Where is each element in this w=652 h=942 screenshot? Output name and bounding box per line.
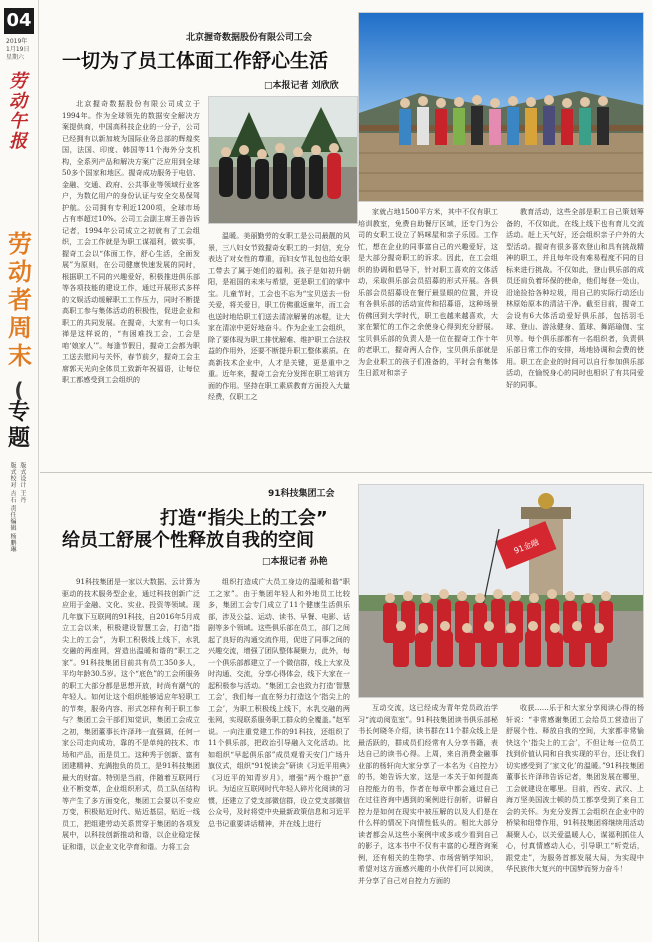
publication-date bbox=[6, 38, 38, 62]
section-name: 劳动者周末 bbox=[8, 230, 32, 370]
credit-designer: 版式设计 王丹 bbox=[18, 462, 26, 504]
article1-byline: □本报记者 刘欣欣 bbox=[264, 81, 339, 91]
article2-column-3: 互动交流，这已经成为青年党员政治学习“流动阅览室”。91科技集团读书俱乐部秘书长何晓冬介绍，读书群在11个群众线上是最活跃的，群成员们经常有人分享书籍，表达自己的读书心得。上周，来自消费金融事业部的杨轩向大家分享了一本名为《自控力》的书，她告诉大家，这是一本关于如何提高自控能力的书，作者在每章中都会通过自己在过往咨询中遇到的案例进行剖析，讲解自控力是如何在现实中被压解的以及人们是在什么样的情况下向情性低头的。相比大部分读者都会从这些小案例中或多或少看到自己的影子，这本书中不仅有丰富的心理咨询案例，还有相关的生物学、市场营销学知识，希望对这方面感兴趣的小伙伴们可以阅读，并分享了自己对自控力方面的 bbox=[358, 703, 498, 885]
article2-byline: □本报记者 孙艳 bbox=[262, 557, 328, 567]
red-flag-group-photo bbox=[358, 484, 644, 698]
article2-column-4: 收获……乐于和大家分享阅读心得的杨轩说：“非常感谢集团工会给员工营造出了舒展个性、释放自我的空间，大家都非常愉快这个‘指尖上的工会’，不但让每一位员工找到价值认同和自我实现的平台，还让我们切实感受到了‘家文化’的温暖。”91科技集团董事长许泽玮告诉记者，集团发展在哪里，工会就建设在哪里。目前，西安、武汉、上海万坚美国波士顿的员工都享受到了来自工会的关怀。为充分发挥工会组织在企业中的桥梁和纽带作用，91科技集团将继续用活动凝聚人心，以关爱温暖人心，谋福利抓住人心，付真情感动人心，引导职工“听党话，跟党走”，为服务首都发展大局，为实现中华民族伟大复兴的中国梦而努力奋斗！ bbox=[506, 703, 644, 873]
article-divider bbox=[40, 472, 652, 473]
section-topic: 专题 bbox=[7, 400, 30, 451]
article2-column-2: 组织打造成广大员工身边的温暖和谐“职工之家”。由于集团年轻人和外地员工比较多，集团工会专门成立了11个健康生活俱乐部，涉及公益、运动、读书、早餐、电影、话剧等多个领域。这些俱乐部在员工，部门之间起了良好的沟通交流作用，促进了同事之间的兴趣交流，增强了团队整体凝聚力，此外，每一个俱乐部都建立了一个微信群，线上大家及时沟通、交流，分享心得体会，线下大家在一起积极参与活动。“集团工会也致力打造‘智慧工会’，我们每一直在努力打造这个‘指尖上的工会’，为职工积极线上线下，水乳交融的两张网，实现联系服务职工群众的全覆盖。”赵军说。一向注重党建工作的91科技，还组织了11个俱乐部，把政治引导融入文化活动。比如组织“早起俱乐部”成员观看天安门广场升旗仪式，组织“91悦读会”研读《习近平用典》《习近平的知青岁月》，增强“两个维护”意识。为适应互联网时代年轻人碎片化阅读的习惯，还建立了党支部微信群，设立党支部微信公众号，及时将党中央最新政策信息和习近平总书记重要讲话精神，并在线上进行 bbox=[208, 577, 350, 828]
article1-column-3: 家就占地1500平方米，其中不仅有职工培训教室，免费自助餐厅区域，还专门为公司的女职工设立了妈咪屋和亲子乐园。工作忙，想在企业的同事富自己的兴趣爱好，这是大部分握奇职工的诉求。因此，在工会组织的协调和倡导下，针对职工喜欢的文体活动，采取俱乐部会员招募的形式开展。各俱乐部会员招募设在餐厅最显眼的位置，并设有各俱乐部的活动宣传和招募语，这种场景仿佛回到大学时代，职工也越来越喜欢，大家在繁忙的工作之余使身心得到充分舒展。宝贝俱乐部的负责人是一位在握奇工作十年的老职工，握奇两人合作，宝贝俱乐部就是为企业职工的孩子们准备的，平时会有集体生日派对和亲子 bbox=[358, 207, 498, 377]
article1-organization: 北京握奇数据股份有限公司工会 bbox=[186, 33, 313, 43]
article1-column-2: 温暖。美丽勤劳的女职工是公司最靓的风景，三八妇女节致握奇女职工的一封信，充分表达了对女性的尊重，而妇女节礼包也给女职工带去了属于她们的福利。孩子是如初升朝阳，是祖国的未来与希望，更是职工们的掌中宝。儿童节时，工会也不忘为“宝贝送去一份关爱，将关爱日，职工仿佛重返童年，而工会也送时地给职工们送去清凉解暑的冰棍，让大家在清凉中更好地奋斗。作为企业工会组织，除了要体现为职工排忧解难、维护职工合法权益的作用外，还要不断提升职工整体素质。在高新技术企业中，人才是关键，更是重中之重。近年来，握奇工会充分发挥在职工培训方面的作用。坚持在职工素质教育方面投入大量经费，仅职工之 bbox=[208, 231, 350, 401]
article2-column-1: 91科技集团是一家以大数据、云计算为驱动的技术服务型企业，通过科技创新广泛应用于金融、文化、实业、投资等领域。现几年旗下互联网的91科技，自2016年5月成立工会以来，积极建设智慧工会，打造“指尖上的工会”，为职工积极线上线下，水乳交融的两座网，营造出温暖和谐的“职工之家”。91科技集团目前共有员工350多人，平均年龄30.5岁。这个“底色”的工会所服务的职工大部分都是思想开放，时尚有潮气的年轻人。如何让这个组织能够适应年轻职工的节奏，服务内容、形式怎样有利于职工参与？集团工会干部们知觉识，集团工会成立之初，集团董事长许泽玮一直强调，任何一家公司走向成功，靠的不是单纯的技术、市场和产品，而是员工。这种秀于创新、富有团建精神、充满抱负的员工，是91科技集团最大的财富。特别是当前，伴随着互联网行业不断变革，企业组织形式，员工队伍结构等产生了多方面变化，集团工会要以不变应万变，积极贴近时代、贴近基层，贴近一线员工，把组建劳动关系贯穿于集团的各项发展中，以科技创新推动和谐，以企业稳定保证和谐，以企业文化孕育和谐。力将工会 bbox=[62, 577, 200, 851]
hiking-team-photo bbox=[358, 12, 644, 202]
article2-headline-line1: 打造“指尖上的工会” bbox=[160, 508, 328, 529]
page-sidebar bbox=[0, 0, 39, 942]
article1-column-1: 北京握奇数据股份有限公司成立于1994年。作为全球领先的数据安全解决方案提供商，中国高科技企业的一分子，公司已经拥有以新加坡为国际业务总部的辉煌奖国，法国、印度、韩国等11个海外分支机构，全系列产品和解决方案广泛应用到全球50多个国家和地区。握奇成功服务于电信、金融、交通、政府、公共事业等领域行业客户，为数亿用户的身份认证与安全交易保驾护航。公司拥有专利近1200项，全球市场占有率超过10%。公司工会副主席王善告诉记者，1994年公司成立之初就有了工会组织，工会工作就是为职工谋福利，做实事，握奇工会以“体面工作，舒心生活，全面发展”为原则，在公司健康快速发展的同时，根据职工不同的兴趣爱好，积极推进俱乐部等各项技能的建设工作，通过开展形式多样的文娱活动缓解职工工作压力，同时不断提高职工参与集体活动的积极性，促进企业和职工的共同发展。在握奇，大家有一句口头禅是这样说的，“有困难找工会，工会是咱‘娘家人’”。每逢节假日，握奇工会都为职工送去慰问与关怀，春节前夕，握奇工会主席郭天光向全体员工致新年祝福语，让每位职工都感受到工会组织的 bbox=[62, 99, 200, 384]
date-day: 1月19日 bbox=[6, 46, 30, 53]
article2-headline-line2: 给员工舒展个性释放自我的空间 bbox=[62, 530, 314, 551]
date-year: 2019年 bbox=[6, 38, 28, 45]
credit-editor: 责任编辑 杨鹏琳 bbox=[9, 505, 16, 554]
article2-organization: 91科技集团工会 bbox=[268, 489, 335, 499]
newspaper-logo: 劳动午报 bbox=[9, 71, 27, 152]
flag-text: 91金融 bbox=[512, 537, 541, 556]
article1-column-4: 教育活动，这些全部是职工自己策划筹备的，不仅如此，在线上线下也有育儿交流活动。赶上天气好，还会组织亲子户外的大型活动。握奇有很多喜欢登山和具有挑战精神的职工，并且每年设有难易程度不同的目标来进行挑战。不仅如此，登山俱乐部的成员还肩负着环保的使命，他们每登一处山，沿途捡拾各种垃圾，用自己的实际行动还山林原始原本的清洁干净。截至目前，握奇工会设有6大体活动爱好俱乐部，包括羽毛球、登山、游泳健身、篮球、舞蹈瑜伽、宝贝等。每个俱乐部都有一名组织者，负责俱乐部日常工作的安排，场地协调和会费的使用。职工在企业的时间可以自行参加俱乐部活动，在愉悦身心的同时也相识了有共同爱好的同事。 bbox=[506, 207, 644, 389]
meeting-group-photo bbox=[208, 96, 358, 224]
date-weekday: 星期六 bbox=[6, 54, 25, 61]
article1-headline: 一切为了员工体面工作舒心生活 bbox=[62, 50, 329, 72]
credit-proofreader: 版式校对 吉石 bbox=[9, 462, 16, 504]
section-bracket: ( bbox=[14, 378, 24, 402]
editor-credits bbox=[10, 462, 32, 555]
page-number: 04 bbox=[4, 8, 34, 34]
